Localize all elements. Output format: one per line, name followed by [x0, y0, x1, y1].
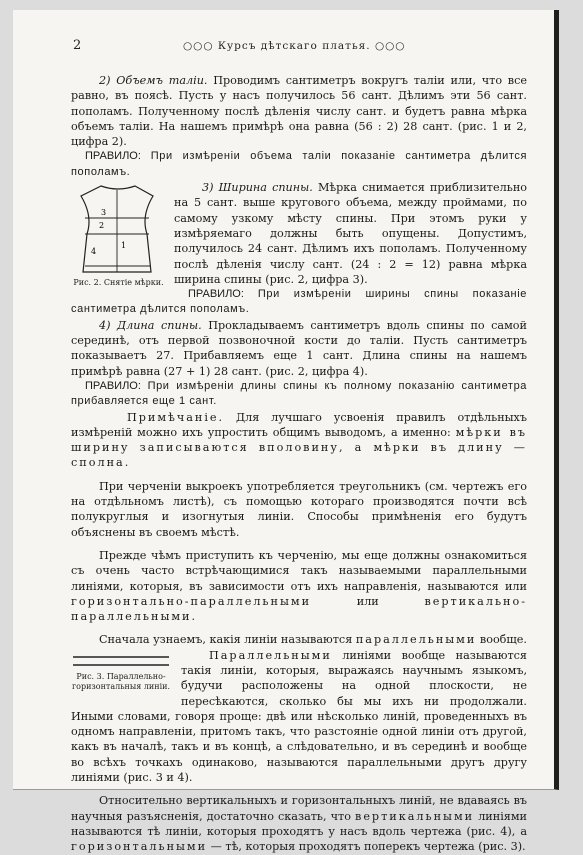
book-page	[13, 10, 559, 854]
page-body	[71, 73, 527, 855]
note-emphasis: мѣрки въ ширину записываются вполовину, а мѣрки въ длину — сполна.	[71, 425, 528, 470]
rule-label: ПРАВИЛО:	[188, 288, 244, 301]
term-vertical: вертикальными	[355, 809, 475, 823]
term-parallel: параллельными	[355, 633, 477, 647]
paragraph-before-drawing	[71, 548, 527, 624]
text-run: линіями называются тѣ линіи, которыя проходятъ у насъ вдоль чертежа (рис. 4), а	[71, 809, 528, 838]
figure-3-caption: Рис. 3. Параллельно-горизонтальныя линіи.	[71, 671, 171, 691]
figure-2-caption: Рис. 2. Снятіе мѣрки.	[73, 278, 164, 288]
paragraph-back-length	[71, 318, 527, 379]
figure-label-2: 2	[99, 221, 105, 231]
figure-label-3: 3	[101, 208, 107, 218]
figure-3	[71, 652, 171, 700]
note-paragraph	[71, 410, 527, 471]
term-horizontal: горизонтально-параллельными	[71, 594, 312, 608]
text-run: Сначала узнаемъ, какія линіи называются	[99, 633, 353, 647]
text-run: Прежде чѣмъ приступить къ черченію, мы еще должны ознакомиться съ очень часто встрѣчающимися такъ называемыми параллельными линіями, которыя, въ зависимости отъ ихъ направленія, называются или	[71, 548, 527, 593]
page-header	[73, 38, 553, 54]
term-vertical: вертикально-параллельными.	[71, 594, 528, 624]
heading-waist: 2) Объемъ таліи.	[99, 74, 208, 87]
back-measurement-drawing	[71, 182, 166, 277]
term-parallel: Параллельными	[209, 648, 332, 662]
note-label: Примѣчаніе.	[127, 410, 225, 424]
text-run: или	[356, 594, 379, 608]
rule-text: При измѣреніи длины спины къ полному показанію сантиметра прибавляется еще 1 сант.	[71, 379, 528, 408]
heading-back-length: 4) Длина спины.	[99, 318, 202, 332]
rule-back-length	[71, 379, 527, 410]
paragraph-waist	[71, 73, 527, 149]
figure-2	[71, 182, 166, 300]
rule-waist	[71, 149, 527, 180]
term-horizontal: горизонтальными	[71, 840, 208, 854]
rule-text: При измѣреніи объема таліи показаніе сантиметра дѣлится пополамъ.	[71, 150, 527, 178]
paragraph-relative	[71, 793, 527, 854]
text-waist: Проводимъ сантиметръ вокругъ таліи или, что все равно, въ поясѣ. Пусть у насъ получилось 56 сант. Дѣлимъ эти 56 сант. пополамъ. Полученному послѣ дѣленія числу сант. и будетъ равна мѣрка объемъ таліи. На нашемъ примѣрѣ она равна (56 : 2) 28 сант. (рис. 1 и 2, цифра 2).	[71, 74, 527, 149]
figure-label-4: 4	[91, 247, 97, 257]
heading-back-width: 3) Ширина спины.	[202, 181, 313, 195]
text-run: линіями вообще называются такія линіи, которыя, выражаясь научнымъ языкомъ, будучи расположены на одной плоскости, не пересѣкаются, сколько бы мы ихъ ни продолжали. Иными словами, говоря проще: двѣ или нѣсколько линій, проведенныхъ въ одномъ направленіи, притомъ такъ, что разстояніе одной линіи отъ другой, какъ въ началѣ, такъ и въ концѣ, а слѣдовательно, и въ серединѣ и вообще во всѣхъ точкахъ одинаково, называются параллельными другъ другу линіями (рис. 3 и 4).	[71, 648, 527, 785]
parallel-lines-drawing	[71, 652, 171, 672]
text-run: вообще.	[479, 633, 527, 647]
paragraph-first	[71, 632, 527, 647]
rule-label: ПРАВИЛО:	[85, 150, 141, 163]
running-title: ○○○ Курсъ дѣтскаго платья. ○○○	[183, 40, 406, 52]
text-back-length: Прокладываемъ сантиметръ вдоль спины по самой серединѣ, отъ первой позвоночной кости до таліи. Пусть сантиметръ показываетъ 27. Прибавляемъ еще 1 сант. Длина спины на нашемъ примѣрѣ равна (27 + 1) 28 сант. (рис. 2, цифра 4).	[71, 318, 527, 378]
rule-label: ПРАВИЛО:	[85, 379, 141, 392]
figure-label-1: 1	[121, 241, 127, 251]
paragraph-triangle: При черченіи выкроекъ употребляется треугольникъ (см. чертежъ его на отдѣльномъ листѣ), съ помощью котораго производятся почти всѣ полукруглыя и изогнутыя линіи. Способы примѣненія его будутъ объяснены въ своемъ мѣстѣ.	[71, 479, 527, 539]
text-run: Относительно вертикальныхъ и горизонтальныхъ линій, не вдаваясь въ научныя разъясненія, достаточно сказать, что	[71, 794, 527, 823]
rule-text: При измѣреніи ширины спины показаніе сантиметра дѣлится пополамъ.	[71, 288, 527, 316]
text-run: — тѣ, которыя проходятъ поперекъ чертежа (рис. 3).	[210, 840, 526, 854]
text-back-width: Мѣрка снимается приблизительно на 5 сант. выше кругового объема, между проймами, по самому узкому мѣсту спины. При этомъ руки у измѣряемаго должны быть опущены. Допустимъ, получилось 24 сант. Дѣлимъ ихъ пополамъ. Полученному послѣ дѣленія числу сант. (24 : 2 = 12) равна мѣрка ширина спины (рис. 2, цифра 3).	[174, 181, 528, 286]
note-text: Для лучшаго усвоенія правилъ отдѣльныхъ измѣреній можно ихъ упростить общимъ выводомъ, а именно:	[71, 410, 527, 439]
page-number: 2	[73, 38, 82, 53]
